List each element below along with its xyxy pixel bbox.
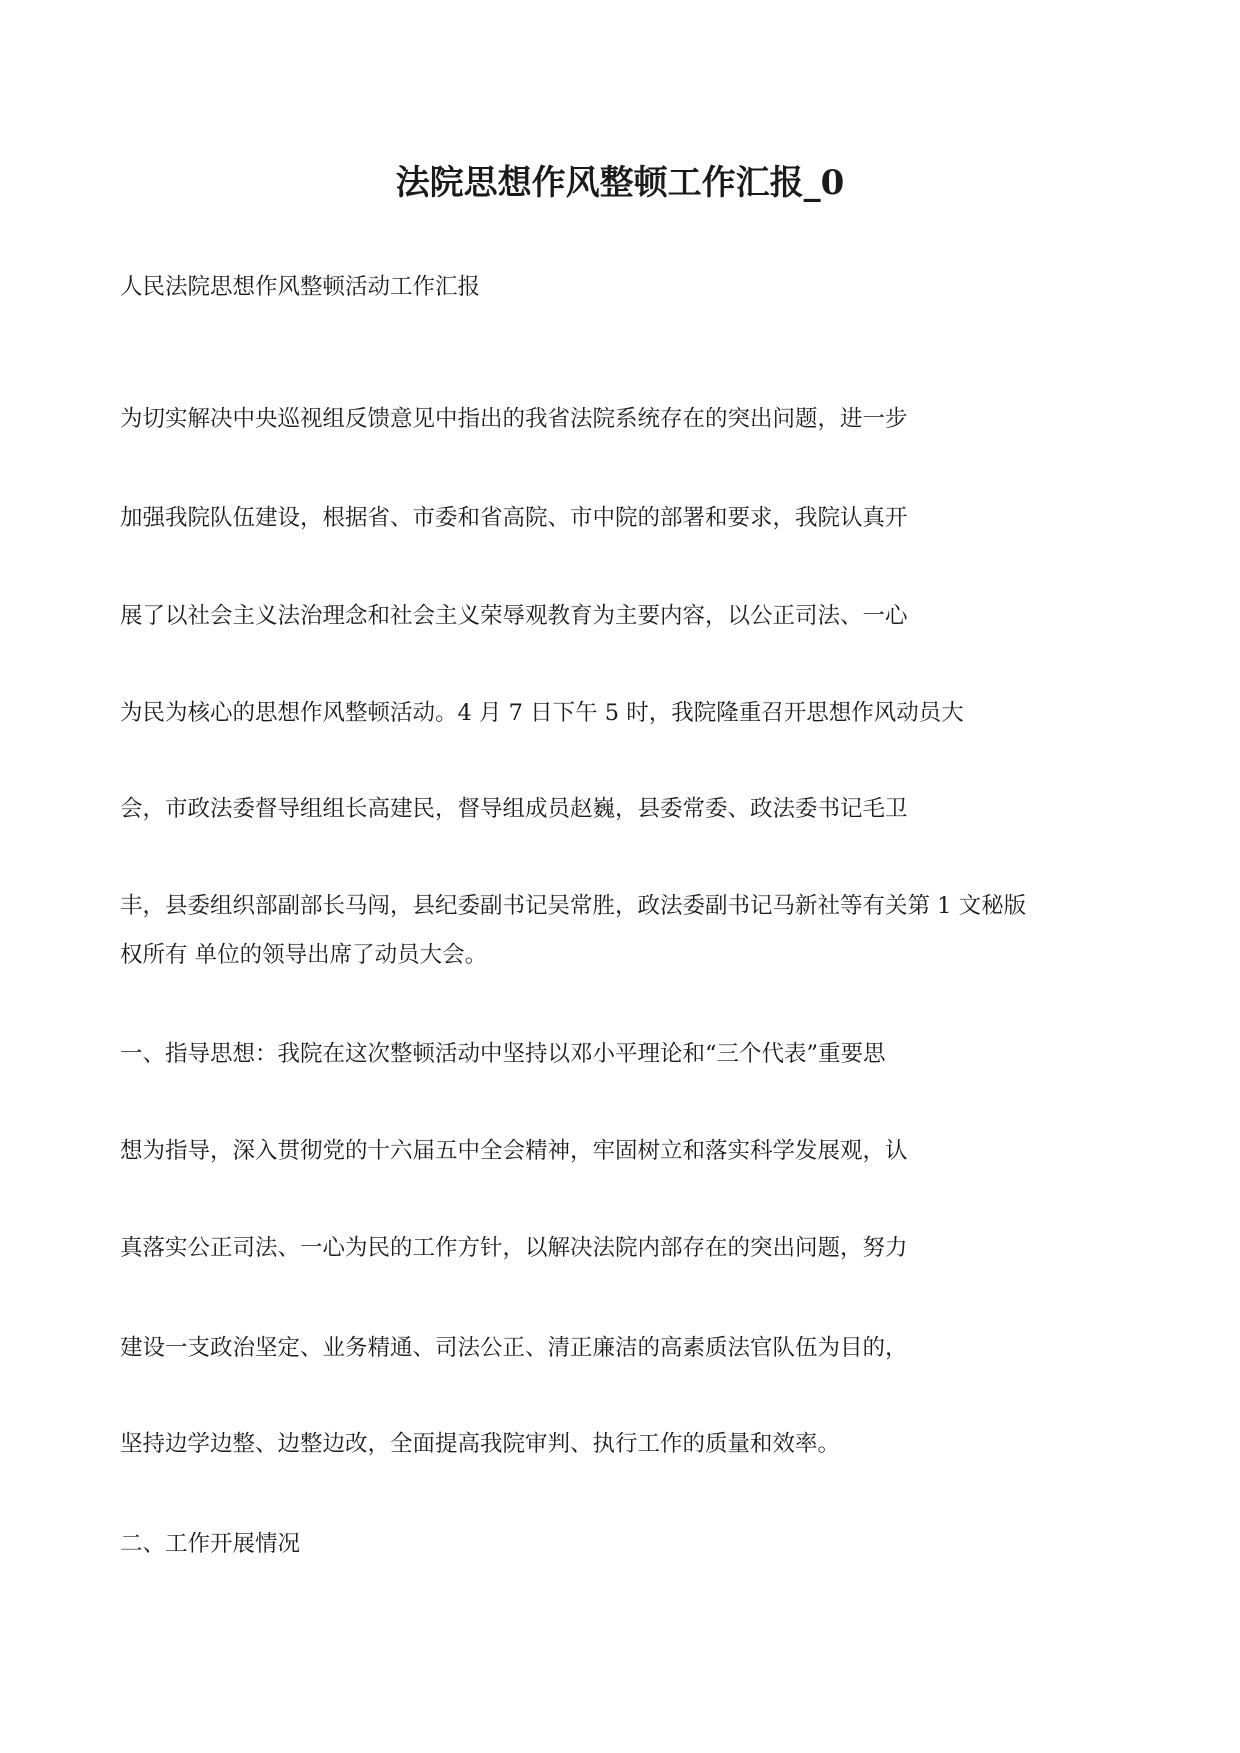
paragraph-line: 丰，县委组织部副部长马闯，县纪委副书记吴常胜，政法委副书记马新社等有关第 1 文秘版	[120, 893, 1027, 919]
paragraph-line: 会，市政法委督导组组长高建民，督导组成员赵巍，县委常委、政法委书记毛卫	[120, 796, 908, 822]
paragraph-line: 加强我院队伍建设，根据省、市委和省高院、市中院的部署和要求，我院认真开	[120, 505, 908, 531]
report-subtitle: 人民法院思想作风整顿活动工作汇报	[120, 274, 481, 300]
paragraph-line: 权所有 单位的领导出席了动员大会。	[120, 942, 488, 968]
paragraph-line: 为民为核心的思想作风整顿活动。4 月 7 日下午 5 时，我院隆重召开思想作风动员大	[120, 700, 964, 726]
section-heading-guiding-ideology: 一、指导思想：我院在这次整顿活动中坚持以邓小平理论和“三个代表”重要思	[120, 1041, 886, 1067]
document-title: 法院思想作风整顿工作汇报_0	[395, 163, 845, 203]
paragraph-line: 真落实公正司法、一心为民的工作方针，以解决法院内部存在的突出问题，努力	[120, 1235, 908, 1261]
paragraph-line: 展了以社会主义法治理念和社会主义荣辱观教育为主要内容，以公正司法、一心	[120, 603, 908, 629]
paragraph-line: 为切实解决中央巡视组反馈意见中指出的我省法院系统存在的突出问题，进一步	[120, 406, 908, 432]
paragraph-line: 想为指导，深入贯彻党的十六届五中全会精神，牢固树立和落实科学发展观，认	[120, 1138, 908, 1164]
paragraph-line: 坚持边学边整、边整边改，全面提高我院审判、执行工作的质量和效率。	[120, 1431, 841, 1457]
section-heading-work-progress: 二、工作开展情况	[120, 1531, 301, 1557]
paragraph-line: 建设一支政治坚定、业务精通、司法公正、清正廉洁的高素质法官队伍为目的，	[120, 1335, 908, 1361]
